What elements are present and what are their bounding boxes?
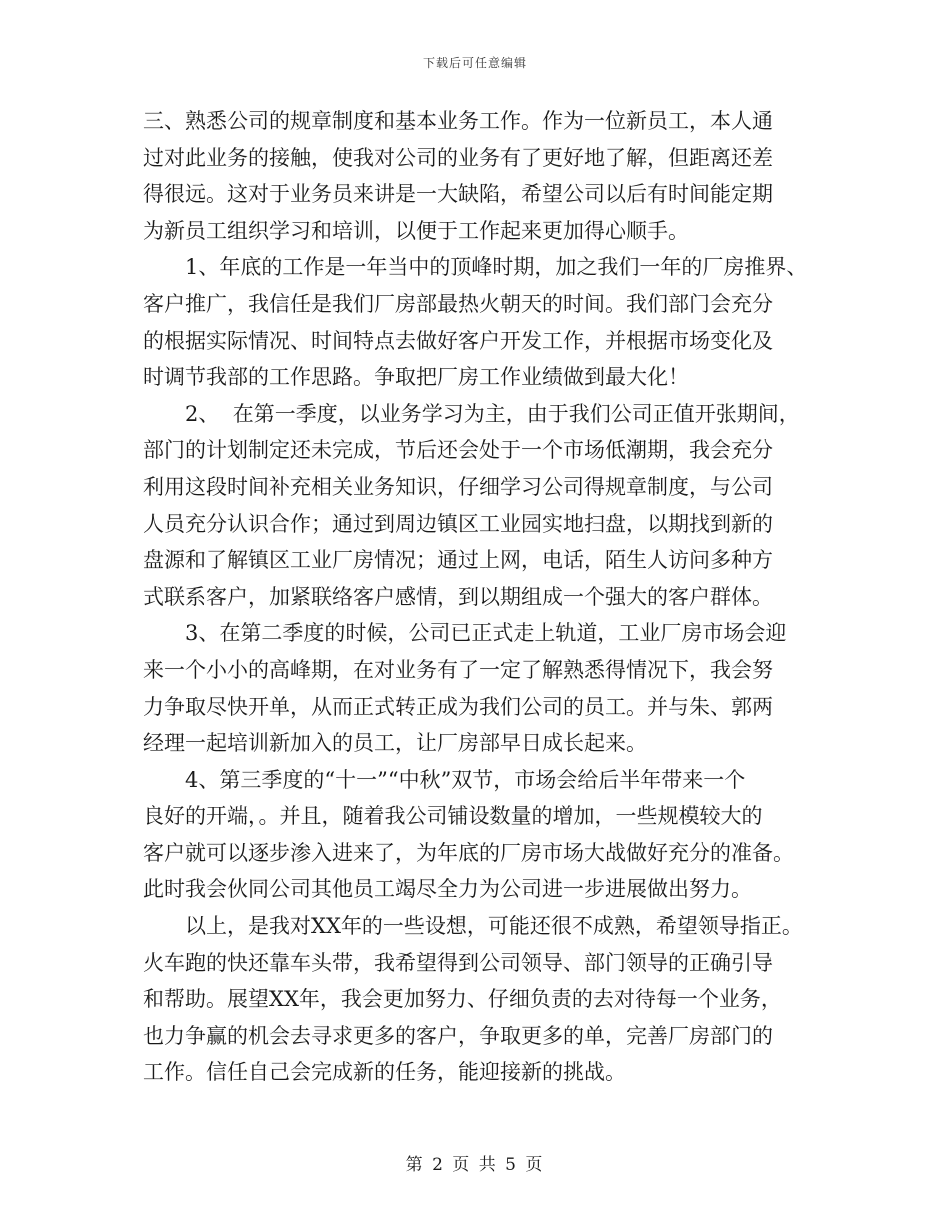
text-line: 火车跑的快还靠车头带，我希望得到公司领导、部门领导的正确引导	[143, 950, 773, 975]
text-line: 3、在第二季度的时候，公司已正式走上轨道，工业厂房市场会迎	[185, 621, 787, 646]
paragraph-item-3	[143, 615, 843, 761]
paragraph-rules-and-business	[143, 103, 843, 249]
text-line: 式联系客户，加紧联络客户感情，到以期组成一个强大的客户群体。	[143, 584, 773, 609]
text-line: 也力争赢的机会去寻求更多的客户，争取更多的单，完善厂房部门的	[143, 1023, 773, 1048]
text-line: 力争取尽快开单，从而正式转正成为我们公司的员工。并与朱、郭两	[143, 694, 773, 719]
text-line: 的根据实际情况、时间特点去做好客户开发工作，并根据市场变化及	[143, 328, 773, 353]
text-line: 2、 在第一季度，以业务学习为主，由于我们公司正值开张期间，	[185, 401, 800, 426]
text-line: 经理一起培训新加入的员工，让厂房部早日成长起来。	[143, 731, 647, 756]
paragraph-item-1	[143, 249, 843, 395]
text-line: 此时我会伙同公司其他员工竭尽全力为公司进一步进展做出努力。	[143, 877, 752, 902]
text-line: 来一个小小的高峰期，在对业务有了一定了解熟悉得情况下，我会努	[143, 657, 773, 682]
page-number: 第 2 页 共 5 页	[405, 1155, 545, 1175]
paragraph-item-4	[143, 762, 843, 908]
text-line: 三、熟悉公司的规章制度和基本业务工作。作为一位新员工，本人通	[143, 109, 773, 133]
paragraph-conclusion	[143, 908, 843, 1091]
text-line: 盘源和了解镇区工业厂房情况；通过上网，电话，陌生人访问多种方	[143, 548, 773, 573]
text-line: 客户推广，我信任是我们厂房部最热火朝天的时间。我们部门会充分	[143, 291, 773, 316]
text-line: 1、年底的工作是一年当中的顶峰时期，加之我们一年的厂房推界、	[185, 255, 808, 280]
document-body	[143, 103, 843, 1091]
paragraph-item-2	[143, 396, 843, 616]
text-line: 以上，是我对XX年的一些设想，可能还很不成熟，希望领导指正。	[185, 914, 803, 939]
text-line: 良好的开端，。并且，随着我公司铺设数量的增加，一些规模较大的	[143, 804, 763, 829]
text-line: 时调节我部的工作思路。争取把厂房工作业绩做到最大化！	[143, 365, 689, 390]
text-line: 部门的计划制定还未完成，节后还会处于一个市场低潮期，我会充分	[143, 438, 773, 463]
text-line: 人员充分认识合作；通过到周边镇区工业园实地扫盘，以期找到新的	[143, 511, 773, 536]
text-line: 利用这段时间补充相关业务知识，仔细学习公司得规章制度，与公司	[143, 474, 773, 499]
text-line: 得很远。这对于业务员来讲是一大缺陷，希望公司以后有时间能定期	[143, 182, 773, 207]
text-line: 客户就可以逐步渗入进来了，为年底的厂房市场大战做好充分的准备。	[143, 840, 794, 865]
text-line: 和帮助。展望XX年，我会更加努力、仔细负责的去对待每一个业务，	[143, 987, 782, 1012]
text-line: 为新员工组织学习和培训，以便于工作起来更加得心顺手。	[143, 218, 689, 243]
page-header-note: 下载后可任意编辑	[422, 56, 527, 70]
text-line: 4、第三季度的“十一”“中秋”双节，市场会给后半年带来一个	[185, 767, 746, 792]
text-line: 工作。信任自己会完成新的任务，能迎接新的挑战。	[143, 1060, 626, 1085]
text-line: 过对此业务的接触，使我对公司的业务有了更好地了解，但距离还差	[143, 145, 773, 170]
